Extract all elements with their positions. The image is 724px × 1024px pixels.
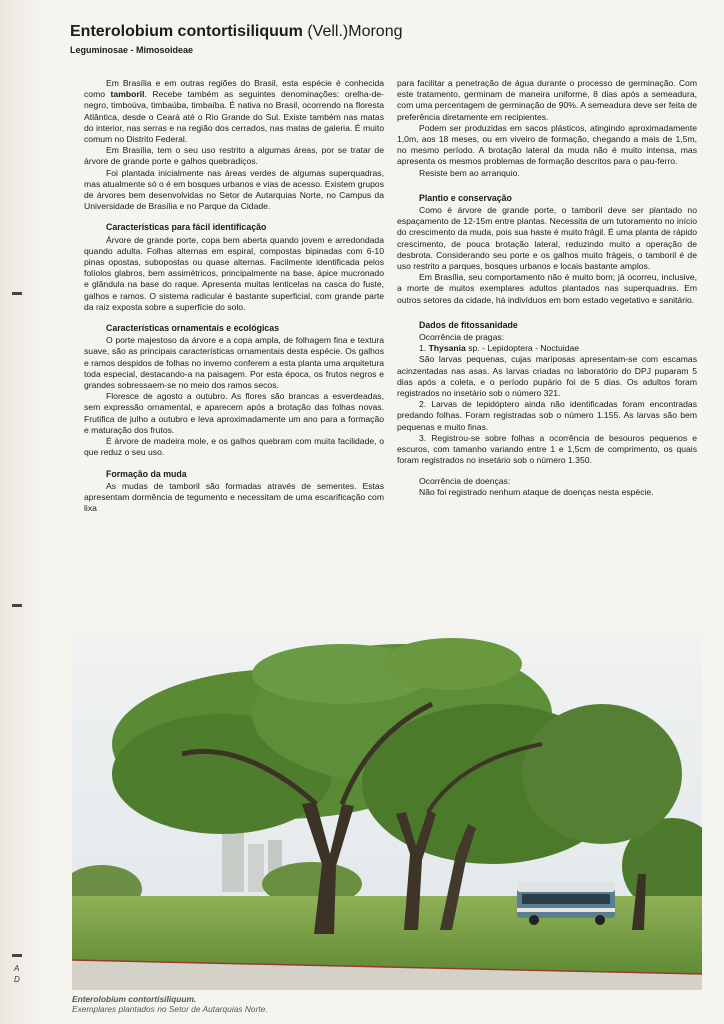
planting-paragraph: Em Brasília, seu comportamento não é muito bom; já ocorreu, inclusive, a morte de muitos exemplares adultos plantados nas superquadras. Em outros setores da cidade, há indivíduos em bom estado vegetativo e sanitário. [397,272,697,305]
ornamental-paragraph: O porte majestoso da árvore e a copa ampla, de folhagem fina e textura suave, são as principais características ornamentais desta espécie. Os galhos e ramos despidos de folhas no inverno conferem a esta planta uma arquitetura toda especial, destacando-a na paisagem. Por esta época, os frutos negros e grandes sobressaem-se no meio dos ramos secos. [84,335,385,391]
photo-caption [72,994,268,1014]
edge-text-fragment: A [14,964,20,973]
distant-building [248,844,264,892]
binding-mark [12,292,22,295]
caption-text: Exemplares plantados no Setor de Autarquias Norte. [72,1004,268,1014]
seedling-continuation: para facilitar a penetração de água durante o processo de germinação. Com este tratamento, germinam de maneira uniforme, 8 dias após a semeadura, com uma percentagem de germinação de 90%. A semeadura deve ser feita de preferência diretamente em recipientes. [397,78,697,122]
tree-canopy [522,704,682,844]
pest-1-taxonomy: sp. - Lepidoptera - Noctuidae [465,343,580,354]
seedling-continuation: Resiste bem ao arranquio. [419,167,520,178]
section-heading-phytosanitary: Dados de fitossanidade [419,319,518,330]
pests-heading: Ocorrência de pragas: [419,332,505,343]
left-column [84,78,384,514]
pest-1-title [397,343,697,354]
species-title [70,22,700,42]
distant-building [222,832,244,892]
tree-photo-illustration [72,634,702,990]
intro-paragraph: Foi plantada inicialmente nas áreas verdes de algumas superquadras, mas atualmente só o é em bosques urbanos e vias de acesso. Existem grupos de árvores bem desenvolvidas no Setor de Autarquias Norte, no Campus da Universidade de Brasília e no Parque da Cidade. [84,167,384,212]
edge-text-fragment: D [14,975,20,984]
caption-species: Enterolobium contortisiliquum. [72,994,197,1004]
section-heading-seedling: Formação da muda [106,468,187,479]
binding-mark [12,954,22,957]
page-header [70,22,700,55]
intro-paragraph: Em Brasília, tem o seu uso restrito a algumas áreas, por se tratar de árvore de grande porte e galhos quebradiços. [84,145,384,167]
intro-paragraph: Em Brasília e em outras regiões do Brasil, esta espécie é conhecida como tamboril. Recebe também as seguintes denominações: orelha-de-negro, timboúva, timbaúba, timbaíba. É nativa no Brasil, ocorrendo na floresta Atlântica, desde o Ceará até o Rio Grande do Sul. Existe também nas matas do interior, nas serras e na região dos cerrados, nas matas de galeria. É muito comum no Distrito Federal. [84,78,384,145]
binding-mark [12,604,22,607]
seedling-paragraph: As mudas de tamboril são formadas através de sementes. Estas apresentam dormência de tegumento e necessitam de uma escarificação com lixa [84,480,384,514]
species-author: (Vell.)Morong [302,23,403,40]
pest-paragraph: São larvas pequenas, cujas mariposas apresentam-se com escamas acinzentadas nas asas. As larvas criadas no laboratório do DPJ puparam 5 dias após a coleta, e o período pupário foi de 5 dias. Os adultos foram registrados no insetário sob o número 321. [397,354,697,399]
tree-canopy [382,638,522,690]
species-name: Enterolobium contortisiliquum [70,23,303,40]
disease-heading: Ocorrência de doenças: [419,475,511,486]
pest-paragraph: 3. Registrou-se sobre folhas a ocorrência de besouros pequenos e escuros, com tamanho variando entre 1 e 1,5cm de comprimento, os quais foram registrados no insetário sob o número 1.350. [397,432,697,466]
tree-photo [72,634,702,990]
section-heading-identification: Características para fácil identificação [106,222,267,233]
page-gutter [0,0,40,1024]
ornamental-paragraph: Floresce de agosto a outubro. As flores são brancas a esverdeadas, sem expressão ornamental, e aparecem após a brotação das folhas novas. Frutifica de julho a outubro e leva aproximadamente um ano para a formação e maturação dos frutos. [84,391,384,435]
right-column [397,78,697,498]
caption-title [72,994,268,1004]
family-subtitle: Leguminosae - Mimosoideae [70,45,194,55]
disease-text: Não foi registrado nenhum ataque de doenças nesta espécie. [419,486,654,497]
pest-1-genus: Thysania [428,343,466,354]
section-heading-ornamental: Características ornamentais e ecológicas [106,323,280,334]
pest-1-number: 1. [419,343,429,354]
section-heading-planting: Plantio e conservação [419,192,512,203]
seedling-continuation: Podem ser produzidas em sacos plásticos, atingindo aproximadamente 1,0m, aos 18 meses, ou em viveiro de formação, chegando a mais de 1,5m, no mesmo período. A brotação lateral da muda não é muito intensa, mas apresenta os mesmos problemas de formação descritos para o pau-ferro. [397,122,697,167]
ornamental-paragraph: É árvore de madeira mole, e os galhos quebram com muita facilidade, o que reduz o seu uso. [84,436,384,458]
pest-paragraph: 2. Larvas de lepidóptero ainda não identificadas foram encontradas predando folhas. Foram registradas sob o número 1.155. As larvas são bem pequenas e muito finas. [397,399,697,432]
identification-paragraph: Árvore de grande porte, copa bem aberta quando jovem e arredondada quando adulta. Folhas alternas em espiral, compostas bipinadas com 6-10 pinas opostas, subopostas ou quase alternas. Facilmente identificada pelos folíolos glabros, bem assimétricos, principalmente na base, ápice mucronado e glândula na base do raque. Apresenta muitas lenticelas na casca do fuste, galhos e ramos. O sistema radicular é bastante superficial, com grande parte da raiz exposta sobre a superfície do solo. [84,234,384,312]
planting-paragraph: Como é árvore de grande porte, o tamboril deve ser plantado no espaçamento de 12-15m entre plantas. Necessita de um tutoramento no início do crescimento da muda, pois sua haste é muito frágil. É uma planta de rápido crescimento, de pouca brotação lateral, reduzindo muito a operação de desbrota. Considerando seu porte e os galhos muito frágeis, o tamboril é de uso restrito a parques, bosques urbanos e locais bastante amplos. [397,205,697,272]
